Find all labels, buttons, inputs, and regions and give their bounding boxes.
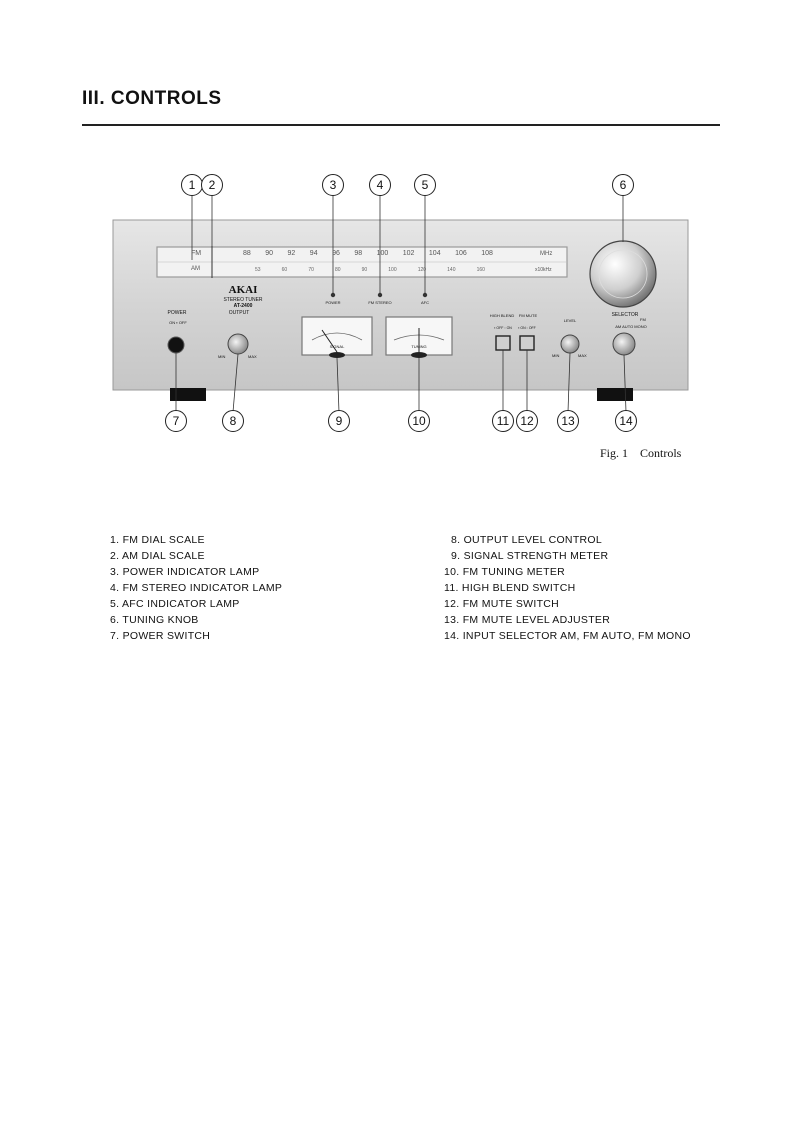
tuning-knob[interactable] [590, 241, 656, 307]
callout-12: 12 [516, 410, 538, 432]
output-knob[interactable] [228, 334, 248, 354]
list-item: 6. TUNING KNOB [110, 614, 199, 626]
am-dial-label: AM [191, 266, 200, 272]
fm-mute-states: ▪ ON ▫ OFF [518, 326, 536, 330]
section-title: III. CONTROLS [82, 88, 222, 109]
callout-5: 5 [414, 174, 436, 196]
selector-label: SELECTOR [611, 312, 639, 318]
callout-13: 13 [557, 410, 579, 432]
fm-scale-mark: 104 [428, 250, 441, 257]
power-sub-label: ON ▪ OFF [169, 320, 187, 325]
fm-scale [243, 250, 493, 257]
callout-7: 7 [165, 410, 187, 432]
am-scale-mark: 160 [476, 267, 485, 273]
am-scale-mark: 140 [447, 267, 456, 273]
fm-scale-mark: 94 [309, 250, 318, 257]
callout-3: 3 [322, 174, 344, 196]
fm-mute-label: FM MUTE [518, 313, 538, 318]
figure-caption: Fig. 1 Controls [600, 446, 682, 460]
list-item: 7. POWER SWITCH [110, 630, 211, 642]
high-blend-switch[interactable] [496, 336, 510, 350]
fm-dial-label: FM [191, 250, 202, 257]
selector-options: AM AUTO MONO [615, 324, 647, 329]
fm-scale-mark: 108 [481, 250, 493, 257]
fm-scale-mark: 90 [265, 250, 274, 257]
power-lamp [331, 293, 335, 297]
right-foot [597, 388, 633, 401]
list-item: 2. AM DIAL SCALE [110, 550, 205, 562]
callout-2: 2 [201, 174, 223, 196]
list-item: 11. HIGH BLEND SWITCH [444, 582, 576, 594]
callout-9: 9 [328, 410, 350, 432]
am-scale-mark: 100 [388, 267, 397, 273]
fm-scale-mark: 102 [402, 250, 415, 257]
power-label: POWER [167, 310, 187, 316]
fm-mute-switch[interactable] [520, 336, 534, 350]
am-scale-mark: 60 [281, 267, 288, 273]
power-switch[interactable] [168, 337, 184, 353]
callout-14: 14 [615, 410, 637, 432]
lamp-label-power: POWER [325, 300, 341, 305]
callout-11: 11 [492, 410, 514, 432]
am-scale [255, 267, 485, 273]
list-item: 9. SIGNAL STRENGTH METER [451, 550, 609, 562]
output-min-label: MIN [218, 354, 226, 359]
fm-unit: MHz [540, 251, 553, 257]
controls-list-left [110, 532, 282, 644]
mute-level-knob[interactable] [561, 335, 579, 353]
am-scale-mark: 90 [361, 267, 368, 273]
level-label: LEVEL [563, 318, 577, 323]
am-scale-mark: 70 [308, 267, 314, 273]
high-blend-states: ▪ OFF ▫ ON [494, 326, 512, 330]
am-unit: x10kHz [535, 267, 552, 273]
fm-scale-mark: 100 [376, 250, 389, 257]
callout-6: 6 [612, 174, 634, 196]
afc-lamp [423, 293, 427, 297]
selector-fm-label: FM [640, 317, 646, 322]
fm-scale-mark: 92 [287, 250, 296, 257]
controls-list-right [444, 532, 691, 644]
level-max-label: MAX [578, 353, 587, 358]
list-item: 8. OUTPUT LEVEL CONTROL [451, 534, 603, 546]
callout-1: 1 [181, 174, 203, 196]
fm-scale-mark: 106 [455, 250, 467, 257]
tuning-meter-label: TUNING [411, 344, 427, 349]
brand-logo: AKAI [228, 284, 258, 296]
lamp-label-afc: AFC [421, 300, 429, 305]
list-item: 14. INPUT SELECTOR AM, FM AUTO, FM MONO [444, 630, 691, 642]
callout-8: 8 [222, 410, 244, 432]
list-item: 12. FM MUTE SWITCH [444, 598, 560, 610]
callout-4: 4 [369, 174, 391, 196]
fm-scale-mark: 96 [332, 250, 340, 257]
lamp-label-fm-stereo: FM STEREO [368, 300, 392, 305]
left-foot [170, 388, 206, 401]
list-item: 5. AFC INDICATOR LAMP [110, 598, 240, 610]
fm-stereo-lamp [378, 293, 382, 297]
list-item: 4. FM STEREO INDICATOR LAMP [110, 582, 283, 594]
high-blend-label: HIGH BLEND [489, 313, 515, 318]
fm-scale-mark: 88 [243, 250, 251, 257]
selector-knob[interactable] [613, 333, 635, 355]
callout-10: 10 [408, 410, 430, 432]
list-item: 3. POWER INDICATOR LAMP [110, 566, 260, 578]
list-item: 10. FM TUNING METER [444, 566, 566, 578]
fm-scale-mark: 98 [354, 250, 363, 257]
am-scale-mark: 53 [255, 267, 261, 273]
list-item: 13. FM MUTE LEVEL ADJUSTER [444, 614, 611, 626]
tuner-figure [0, 160, 793, 440]
model-line2: AT-2400 [233, 303, 253, 309]
output-max-label: MAX [248, 354, 257, 359]
level-min-label: MIN [552, 353, 560, 358]
front-panel [113, 220, 688, 390]
signal-meter [302, 317, 372, 355]
am-scale-mark: 120 [417, 267, 427, 273]
am-scale-mark: 80 [334, 267, 341, 273]
model-line1: STEREO TUNER [223, 297, 263, 303]
output-label: OUTPUT [228, 310, 250, 316]
list-item: 1. FM DIAL SCALE [110, 534, 205, 546]
title-rule [82, 124, 720, 126]
signal-meter-label: SIGNAL [329, 344, 345, 349]
